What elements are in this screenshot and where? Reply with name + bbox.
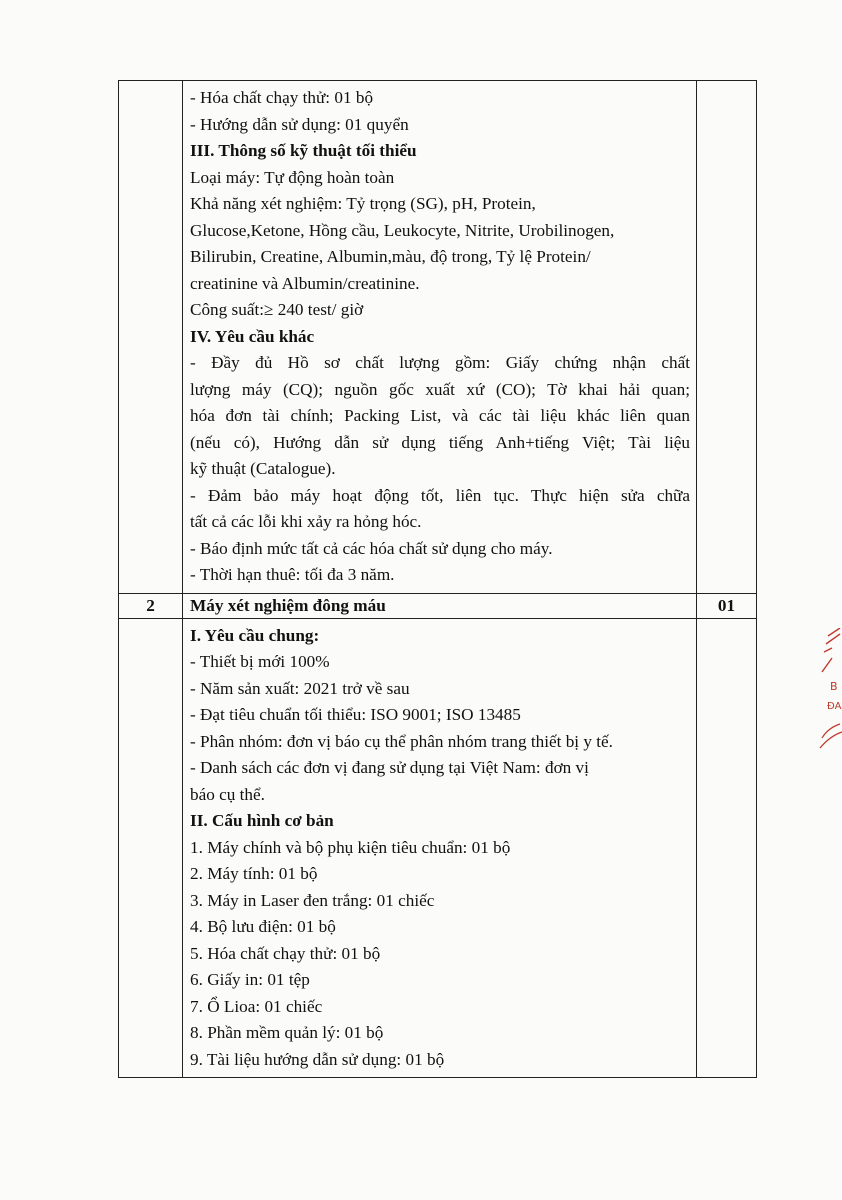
spec-line: - Phân nhóm: đơn vị báo cụ thể phân nhóm trang thiết bị y tế.: [190, 731, 613, 751]
spec-cell: [183, 618, 697, 1078]
equipment-spec-table: [118, 80, 757, 1078]
spec-line: 1. Máy chính và bộ phụ kiện tiêu chuẩn: 01 bộ: [190, 837, 511, 857]
spec-line: 9. Tài liệu hướng dẫn sử dụng: 01 bộ: [190, 1049, 445, 1069]
spec-line: Glucose,Ketone, Hồng cầu, Leukocyte, Nitrite, Urobilinogen,: [190, 220, 615, 240]
spec-content: [183, 81, 696, 593]
spec-line: - Năm sản xuất: 2021 trở về sau: [190, 678, 410, 698]
stamp-letter: ĐA: [827, 701, 842, 712]
stamp-letter: B: [830, 680, 838, 693]
section-heading: III. Thông số kỹ thuật tối thiểu: [190, 141, 417, 160]
quantity-cell: [697, 81, 757, 594]
spec-line: (nếu có), Hướng dẫn sử dụng tiếng Anh+tiếng Việt; Tài liệu: [190, 432, 690, 452]
spec-cell: [183, 81, 697, 594]
spec-line: 3. Máy in Laser đen trắng: 01 chiếc: [190, 890, 435, 910]
spec-content: [183, 619, 696, 1078]
spec-line: - Đạt tiêu chuẩn tối thiểu: ISO 9001; ISO 13485: [190, 705, 521, 724]
spec-line: - Báo định mức tất cả các hóa chất sử dụng cho máy.: [190, 538, 553, 558]
red-stamp-fragment: [818, 628, 842, 758]
spec-line: 2. Máy tính: 01 bộ: [190, 864, 318, 883]
spec-line: 7. Ổ Lioa: 01 chiếc: [190, 996, 323, 1016]
table-row: [119, 618, 757, 1078]
spec-line: creatinine và Albumin/creatinine.: [190, 273, 420, 293]
spec-line: - Danh sách các đơn vị đang sử dụng tại Việt Nam: đơn vị: [190, 758, 589, 777]
item-number: 2: [119, 593, 183, 618]
spec-line: - Hóa chất chạy thử: 01 bộ: [190, 88, 374, 107]
spec-line: 5. Hóa chất chạy thử: 01 bộ: [190, 943, 381, 963]
section-heading: I. Yêu cầu chung:: [190, 625, 320, 645]
spec-line: Công suất:≥ 240 test/ giờ: [190, 300, 364, 319]
spec-line: 6. Giấy in: 01 tệp: [190, 970, 310, 989]
spec-line: lượng máy (CQ); nguồn gốc xuất xứ (CO); Tờ khai hải quan;: [190, 379, 690, 399]
spec-line: - Thiết bị mới 100%: [190, 652, 330, 671]
table-row: [119, 593, 757, 618]
item-quantity: 01: [697, 593, 757, 618]
quantity-cell: [697, 618, 757, 1078]
table-row: [119, 81, 757, 594]
spec-line: - Hướng dẫn sử dụng: 01 quyển: [190, 114, 409, 134]
item-title: Máy xét nghiệm đông máu: [183, 593, 697, 618]
spec-line: tất cả các lỗi khi xảy ra hỏng hóc.: [190, 512, 422, 531]
spec-line: 8. Phần mềm quản lý: 01 bộ: [190, 1023, 384, 1042]
section-heading: II. Cấu hình cơ bản: [190, 811, 334, 830]
spec-line: - Đảm bảo máy hoạt động tốt, liên tục. Thực hiện sửa chữa: [190, 485, 690, 505]
spec-line: báo cụ thể.: [190, 784, 265, 804]
stt-cell: [119, 618, 183, 1078]
spec-line: - Đầy đủ Hồ sơ chất lượng gồm: Giấy chứng nhận chất: [190, 353, 690, 372]
section-heading: IV. Yêu cầu khác: [190, 326, 315, 346]
spec-line: hóa đơn tài chính; Packing List, và các tài liệu khác liên quan: [190, 406, 690, 425]
spec-line: - Thời hạn thuê: tối đa 3 năm.: [190, 565, 395, 584]
spec-line: 4. Bộ lưu điện: 01 bộ: [190, 917, 336, 936]
spec-line: Loại máy: Tự động hoàn toàn: [190, 167, 395, 187]
stt-cell: [119, 81, 183, 594]
spec-line: Bilirubin, Creatine, Albumin,màu, độ trong, Tỷ lệ Protein/: [190, 247, 591, 266]
spec-line: Khả năng xét nghiệm: Tỷ trọng (SG), pH, Protein,: [190, 194, 536, 213]
spec-line: kỹ thuật (Catalogue).: [190, 459, 336, 478]
